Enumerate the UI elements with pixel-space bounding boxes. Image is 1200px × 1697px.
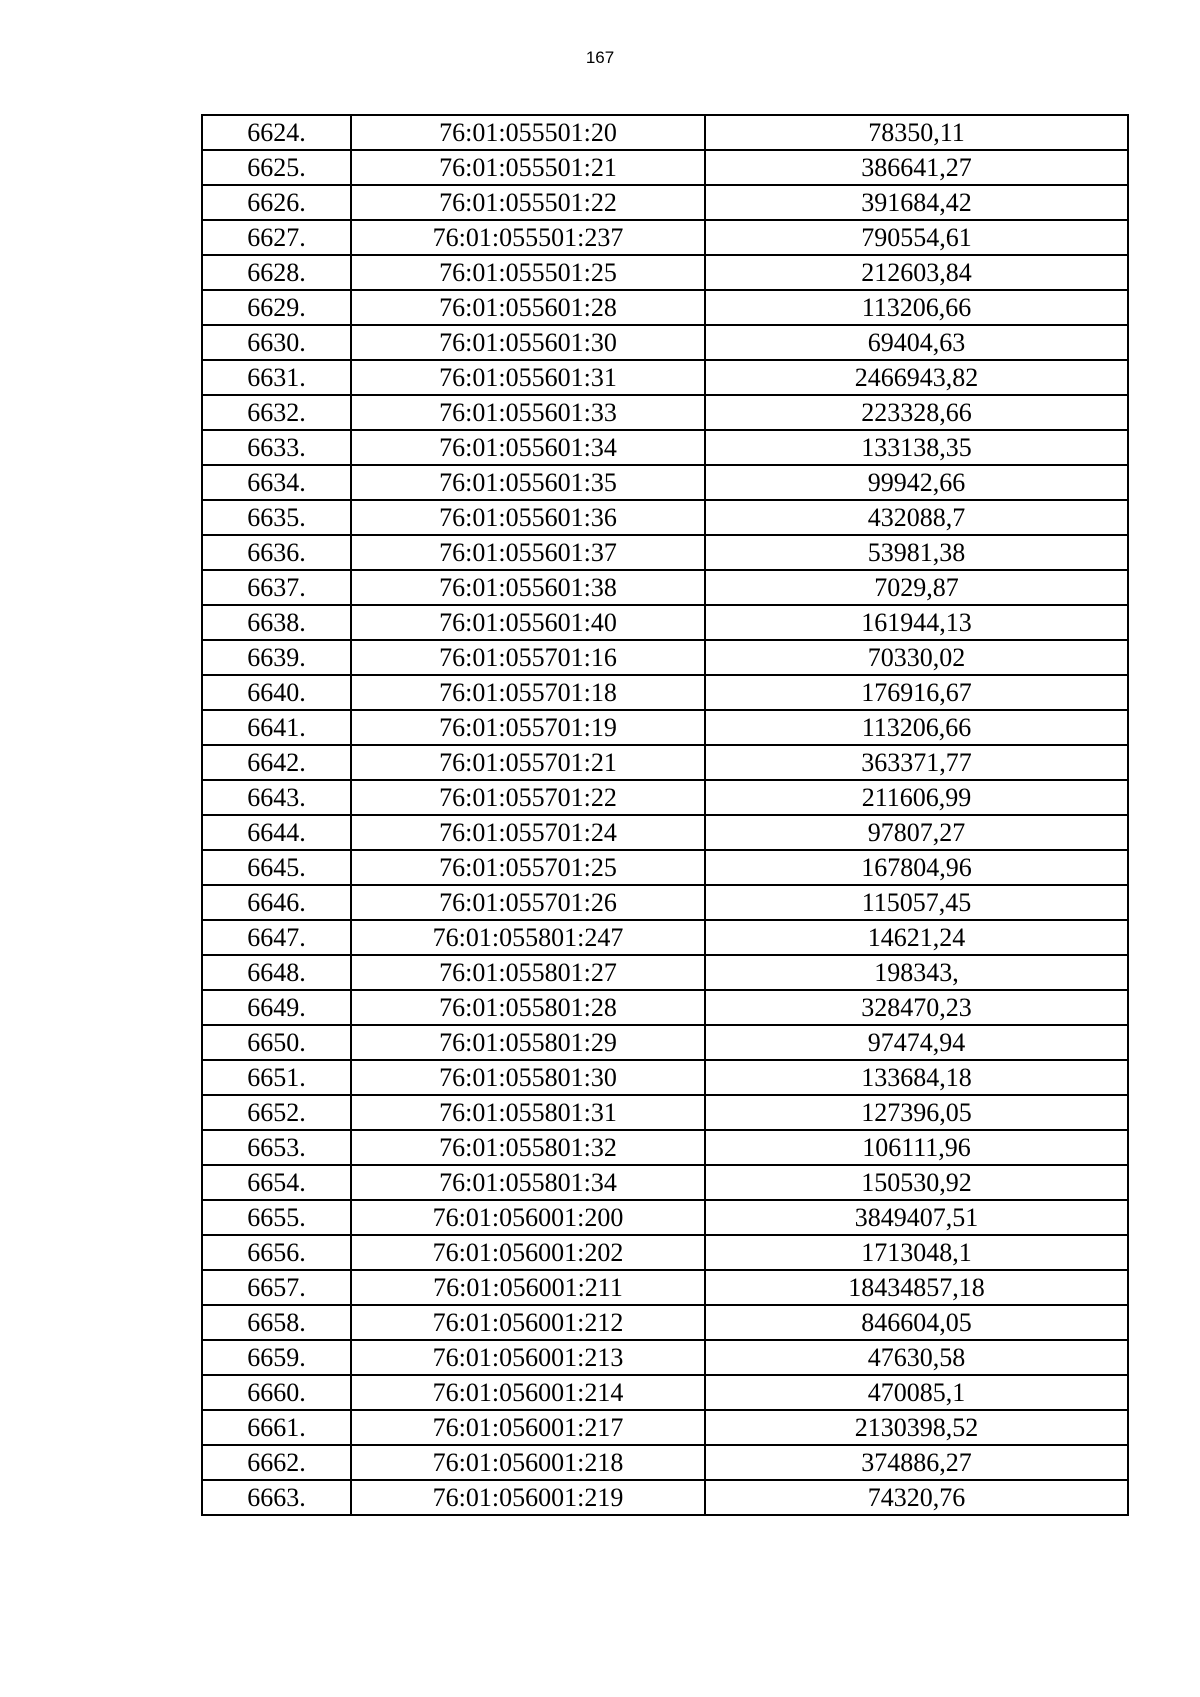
table-row xyxy=(202,1305,1128,1340)
row-number-cell: 6659. xyxy=(202,1340,351,1375)
cadastral-number-cell: 76:01:056001:211 xyxy=(351,1270,705,1305)
value-cell: 53981,38 xyxy=(705,535,1128,570)
cadastral-number-cell: 76:01:055701:21 xyxy=(351,745,705,780)
value-cell: 115057,45 xyxy=(705,885,1128,920)
row-number-cell: 6649. xyxy=(202,990,351,1025)
value-cell: 374886,27 xyxy=(705,1445,1128,1480)
table-row xyxy=(202,535,1128,570)
table-row xyxy=(202,115,1128,150)
value-cell: 47630,58 xyxy=(705,1340,1128,1375)
row-number-cell: 6662. xyxy=(202,1445,351,1480)
value-cell: 470085,1 xyxy=(705,1375,1128,1410)
row-number-cell: 6641. xyxy=(202,710,351,745)
value-cell: 167804,96 xyxy=(705,850,1128,885)
cadastral-number-cell: 76:01:055601:36 xyxy=(351,500,705,535)
cadastral-number-cell: 76:01:055701:16 xyxy=(351,640,705,675)
table-row xyxy=(202,360,1128,395)
cadastral-number-cell: 76:01:055601:30 xyxy=(351,325,705,360)
cadastral-number-cell: 76:01:055701:26 xyxy=(351,885,705,920)
row-number-cell: 6635. xyxy=(202,500,351,535)
row-number-cell: 6652. xyxy=(202,1095,351,1130)
row-number-cell: 6643. xyxy=(202,780,351,815)
cadastral-value-table xyxy=(201,114,1129,1516)
cadastral-number-cell: 76:01:055801:31 xyxy=(351,1095,705,1130)
cadastral-number-cell: 76:01:055701:25 xyxy=(351,850,705,885)
row-number-cell: 6640. xyxy=(202,675,351,710)
row-number-cell: 6626. xyxy=(202,185,351,220)
value-cell: 74320,76 xyxy=(705,1480,1128,1515)
table-row xyxy=(202,185,1128,220)
table-row xyxy=(202,850,1128,885)
table-row xyxy=(202,745,1128,780)
table-row xyxy=(202,640,1128,675)
row-number-cell: 6632. xyxy=(202,395,351,430)
row-number-cell: 6650. xyxy=(202,1025,351,1060)
table-row xyxy=(202,1235,1128,1270)
cadastral-number-cell: 76:01:055801:28 xyxy=(351,990,705,1025)
cadastral-number-cell: 76:01:055601:37 xyxy=(351,535,705,570)
value-cell: 161944,13 xyxy=(705,605,1128,640)
row-number-cell: 6642. xyxy=(202,745,351,780)
value-cell: 363371,77 xyxy=(705,745,1128,780)
table-row xyxy=(202,885,1128,920)
value-cell: 127396,05 xyxy=(705,1095,1128,1130)
table-row xyxy=(202,220,1128,255)
row-number-cell: 6648. xyxy=(202,955,351,990)
table-row xyxy=(202,1270,1128,1305)
value-cell: 391684,42 xyxy=(705,185,1128,220)
value-cell: 18434857,18 xyxy=(705,1270,1128,1305)
row-number-cell: 6633. xyxy=(202,430,351,465)
cadastral-number-cell: 76:01:055501:25 xyxy=(351,255,705,290)
value-cell: 133138,35 xyxy=(705,430,1128,465)
row-number-cell: 6660. xyxy=(202,1375,351,1410)
cadastral-number-cell: 76:01:055801:27 xyxy=(351,955,705,990)
table-row xyxy=(202,255,1128,290)
table-row xyxy=(202,815,1128,850)
page-number: 167 xyxy=(585,48,615,67)
cadastral-number-cell: 76:01:056001:219 xyxy=(351,1480,705,1515)
cadastral-number-cell: 76:01:055601:28 xyxy=(351,290,705,325)
table-row xyxy=(202,605,1128,640)
value-cell: 113206,66 xyxy=(705,290,1128,325)
value-cell: 212603,84 xyxy=(705,255,1128,290)
table-row xyxy=(202,1165,1128,1200)
row-number-cell: 6658. xyxy=(202,1305,351,1340)
value-cell: 211606,99 xyxy=(705,780,1128,815)
value-cell: 106111,96 xyxy=(705,1130,1128,1165)
cadastral-number-cell: 76:01:055601:31 xyxy=(351,360,705,395)
cadastral-number-cell: 76:01:056001:214 xyxy=(351,1375,705,1410)
table-row xyxy=(202,465,1128,500)
row-number-cell: 6624. xyxy=(202,115,351,150)
value-cell: 198343, xyxy=(705,955,1128,990)
value-cell: 7029,87 xyxy=(705,570,1128,605)
cadastral-number-cell: 76:01:055701:18 xyxy=(351,675,705,710)
cadastral-number-cell: 76:01:055501:22 xyxy=(351,185,705,220)
table-row xyxy=(202,395,1128,430)
cadastral-number-cell: 76:01:056001:213 xyxy=(351,1340,705,1375)
cadastral-number-cell: 76:01:055701:22 xyxy=(351,780,705,815)
row-number-cell: 6639. xyxy=(202,640,351,675)
cadastral-number-cell: 76:01:055701:24 xyxy=(351,815,705,850)
cadastral-number-cell: 76:01:056001:200 xyxy=(351,1200,705,1235)
cadastral-number-cell: 76:01:055801:34 xyxy=(351,1165,705,1200)
table-row xyxy=(202,675,1128,710)
table-row xyxy=(202,1025,1128,1060)
cadastral-number-cell: 76:01:056001:217 xyxy=(351,1410,705,1445)
value-cell: 432088,7 xyxy=(705,500,1128,535)
cadastral-number-cell: 76:01:055601:33 xyxy=(351,395,705,430)
table-row xyxy=(202,150,1128,185)
cadastral-number-cell: 76:01:055501:21 xyxy=(351,150,705,185)
row-number-cell: 6656. xyxy=(202,1235,351,1270)
table-row xyxy=(202,1200,1128,1235)
row-number-cell: 6646. xyxy=(202,885,351,920)
table-row xyxy=(202,955,1128,990)
cadastral-number-cell: 76:01:055801:30 xyxy=(351,1060,705,1095)
row-number-cell: 6631. xyxy=(202,360,351,395)
value-cell: 14621,24 xyxy=(705,920,1128,955)
table-row xyxy=(202,1375,1128,1410)
value-cell: 97807,27 xyxy=(705,815,1128,850)
row-number-cell: 6625. xyxy=(202,150,351,185)
value-cell: 328470,23 xyxy=(705,990,1128,1025)
row-number-cell: 6629. xyxy=(202,290,351,325)
table-row xyxy=(202,1130,1128,1165)
cadastral-number-cell: 76:01:055701:19 xyxy=(351,710,705,745)
row-number-cell: 6651. xyxy=(202,1060,351,1095)
value-cell: 99942,66 xyxy=(705,465,1128,500)
cadastral-number-cell: 76:01:055801:32 xyxy=(351,1130,705,1165)
value-cell: 2130398,52 xyxy=(705,1410,1128,1445)
value-cell: 846604,05 xyxy=(705,1305,1128,1340)
value-cell: 176916,67 xyxy=(705,675,1128,710)
value-cell: 3849407,51 xyxy=(705,1200,1128,1235)
value-cell: 97474,94 xyxy=(705,1025,1128,1060)
value-cell: 1713048,1 xyxy=(705,1235,1128,1270)
row-number-cell: 6630. xyxy=(202,325,351,360)
table-row xyxy=(202,430,1128,465)
row-number-cell: 6653. xyxy=(202,1130,351,1165)
row-number-cell: 6647. xyxy=(202,920,351,955)
value-cell: 69404,63 xyxy=(705,325,1128,360)
cadastral-number-cell: 76:01:055601:40 xyxy=(351,605,705,640)
cadastral-number-cell: 76:01:055601:35 xyxy=(351,465,705,500)
table-row xyxy=(202,1445,1128,1480)
cadastral-number-cell: 76:01:056001:212 xyxy=(351,1305,705,1340)
row-number-cell: 6655. xyxy=(202,1200,351,1235)
table-row xyxy=(202,500,1128,535)
cadastral-number-cell: 76:01:055801:29 xyxy=(351,1025,705,1060)
table-row xyxy=(202,570,1128,605)
cadastral-number-cell: 76:01:055601:38 xyxy=(351,570,705,605)
table-row xyxy=(202,1480,1128,1515)
value-cell: 133684,18 xyxy=(705,1060,1128,1095)
table-body xyxy=(202,115,1128,1515)
row-number-cell: 6634. xyxy=(202,465,351,500)
row-number-cell: 6644. xyxy=(202,815,351,850)
row-number-cell: 6636. xyxy=(202,535,351,570)
value-cell: 78350,11 xyxy=(705,115,1128,150)
cadastral-number-cell: 76:01:055501:237 xyxy=(351,220,705,255)
table-row xyxy=(202,1095,1128,1130)
value-cell: 150530,92 xyxy=(705,1165,1128,1200)
value-cell: 386641,27 xyxy=(705,150,1128,185)
cadastral-number-cell: 76:01:055801:247 xyxy=(351,920,705,955)
table-row xyxy=(202,780,1128,815)
table-row xyxy=(202,920,1128,955)
table-row xyxy=(202,325,1128,360)
row-number-cell: 6637. xyxy=(202,570,351,605)
cadastral-number-cell: 76:01:055601:34 xyxy=(351,430,705,465)
cadastral-number-cell: 76:01:056001:218 xyxy=(351,1445,705,1480)
table-row xyxy=(202,990,1128,1025)
table-row xyxy=(202,710,1128,745)
value-cell: 113206,66 xyxy=(705,710,1128,745)
row-number-cell: 6638. xyxy=(202,605,351,640)
row-number-cell: 6627. xyxy=(202,220,351,255)
value-cell: 223328,66 xyxy=(705,395,1128,430)
row-number-cell: 6661. xyxy=(202,1410,351,1445)
row-number-cell: 6654. xyxy=(202,1165,351,1200)
table-row xyxy=(202,1060,1128,1095)
value-cell: 70330,02 xyxy=(705,640,1128,675)
row-number-cell: 6663. xyxy=(202,1480,351,1515)
cadastral-number-cell: 76:01:056001:202 xyxy=(351,1235,705,1270)
table-row xyxy=(202,1410,1128,1445)
cadastral-number-cell: 76:01:055501:20 xyxy=(351,115,705,150)
value-cell: 2466943,82 xyxy=(705,360,1128,395)
table-row xyxy=(202,290,1128,325)
row-number-cell: 6628. xyxy=(202,255,351,290)
row-number-cell: 6657. xyxy=(202,1270,351,1305)
value-cell: 790554,61 xyxy=(705,220,1128,255)
table-row xyxy=(202,1340,1128,1375)
row-number-cell: 6645. xyxy=(202,850,351,885)
